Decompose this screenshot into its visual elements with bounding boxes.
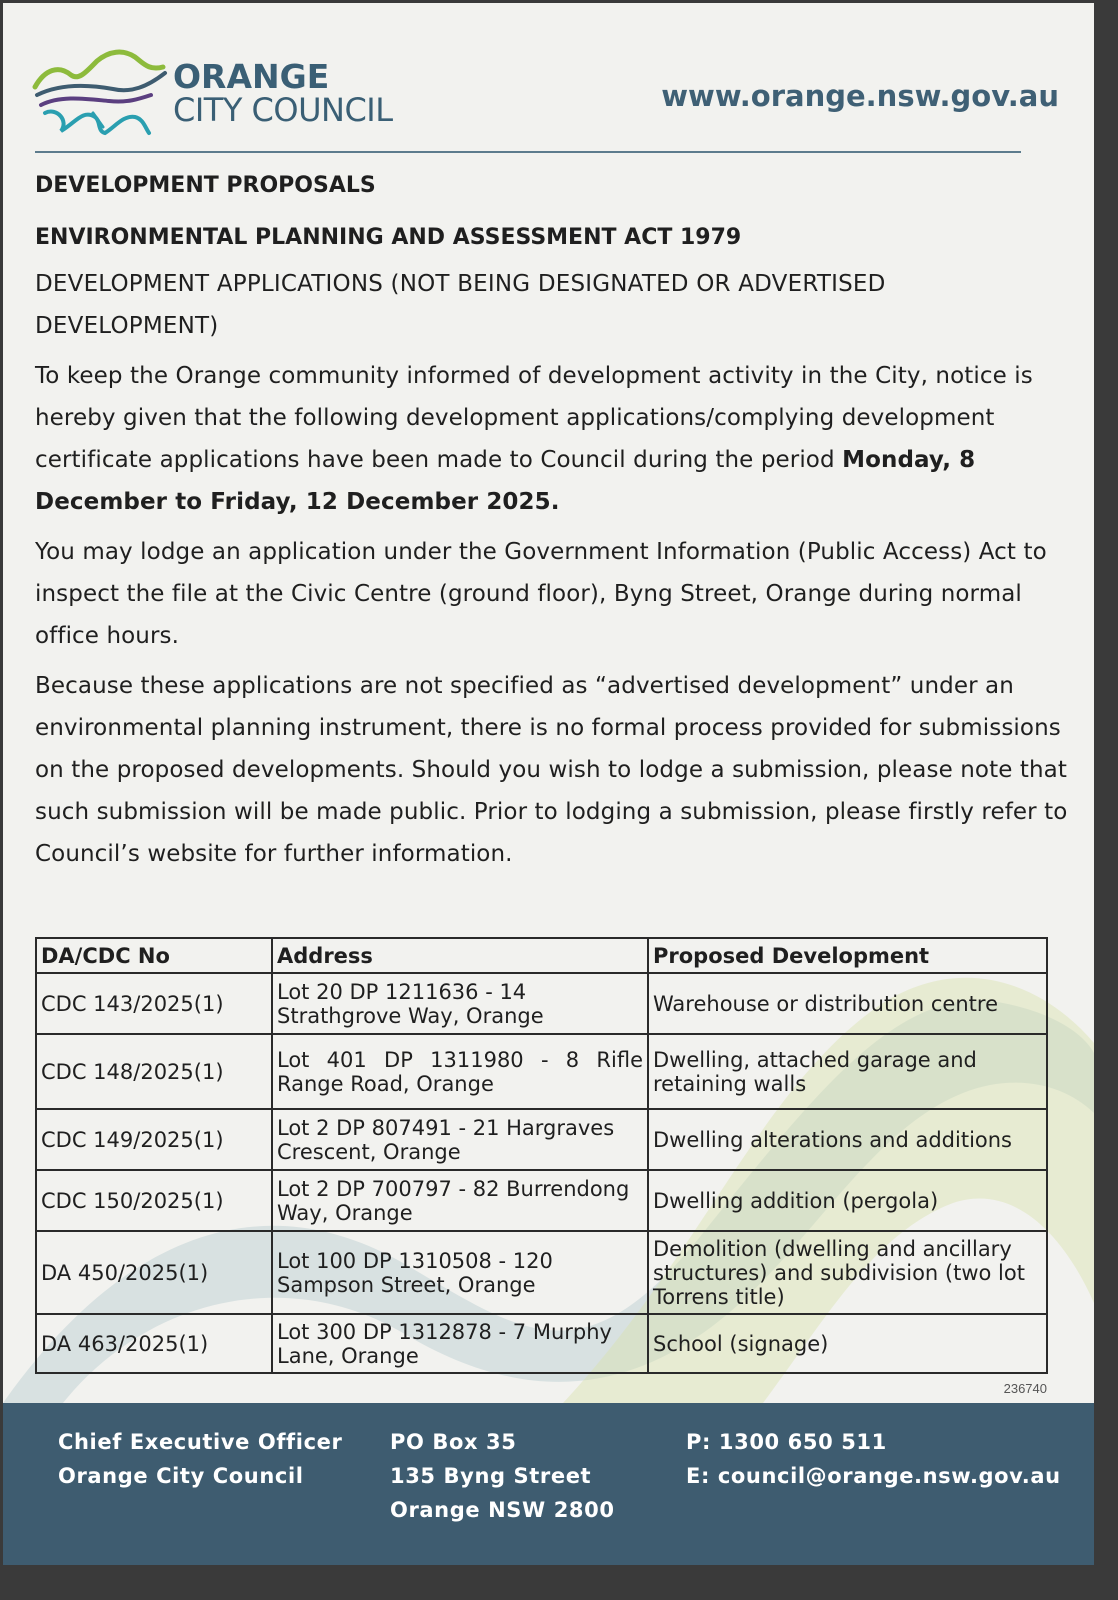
column-header-address: Address <box>272 938 648 973</box>
footer-postal-block <box>390 1425 615 1527</box>
cell-da-no: CDC 148/2025(1) <box>36 1034 272 1109</box>
cell-da-no: CDC 149/2025(1) <box>36 1109 272 1170</box>
cell-da-no: DA 450/2025(1) <box>36 1231 272 1314</box>
header-divider <box>35 151 1021 153</box>
cell-proposed-development: Demolition (dwelling and ancillary structures) and subdivision (two lot Torrens title) <box>648 1231 1047 1314</box>
cell-address: Lot 20 DP 1211636 - 14 Strathgrove Way, Orange <box>272 973 648 1034</box>
applications-table <box>35 937 1048 1374</box>
heading-act: ENVIRONMENTAL PLANNING AND ASSESSMENT ACT 1979 <box>35 225 742 250</box>
notice-body <box>35 171 1075 883</box>
logo-mark-icon <box>31 43 171 143</box>
cell-proposed-development: Dwelling addition (pergola) <box>648 1170 1047 1231</box>
notice-period: Monday, 8 December to Friday, 12 December 2025. <box>35 447 976 515</box>
table-header-row <box>36 938 1047 973</box>
footer-email[interactable]: E: council@orange.nsw.gov.au <box>686 1464 1061 1488</box>
cell-da-no: CDC 150/2025(1) <box>36 1170 272 1231</box>
paragraph-intro-text: To keep the Orange community informed of development activity in the City, notice is hereby given that the following development applications/complying development certificate applications have been made to Council during the period <box>35 363 1033 473</box>
cell-proposed-development: Dwelling alterations and additions <box>648 1109 1047 1170</box>
cell-address: Lot 100 DP 1310508 - 120 Sampson Street, Orange <box>272 1231 648 1314</box>
table-row <box>36 973 1047 1034</box>
column-header-da-no: DA/CDC No <box>36 938 272 973</box>
logo-text-city-council: CITY COUNCIL <box>173 91 393 129</box>
cell-address: Lot 2 DP 700797 - 82 Burrendong Way, Orange <box>272 1170 648 1231</box>
cell-proposed-development: Dwelling, attached garage and retaining walls <box>648 1034 1047 1109</box>
heading-development-proposals: DEVELOPMENT PROPOSALS <box>35 173 376 198</box>
table-row <box>36 1109 1047 1170</box>
footer-city: Orange NSW 2800 <box>390 1498 615 1522</box>
reference-number: 236740 <box>1003 1381 1047 1396</box>
paragraph-submissions: Because these applications are not specified as “advertised development” under an environmental planning instrument, there is no formal process provided for submissions on the proposed developments. Should you wish to lodge a submission, please note that such submission will be made public. Prior to lodging a submission, please firstly refer to Council’s website for further information. <box>35 673 1068 867</box>
cell-da-no: DA 463/2025(1) <box>36 1314 272 1373</box>
cell-address: Lot 300 DP 1312878 - 7 Murphy Lane, Orange <box>272 1314 648 1373</box>
council-logo <box>31 43 431 143</box>
table-row <box>36 1314 1047 1373</box>
cell-address: Lot 2 DP 807491 - 21 Hargraves Crescent, Orange <box>272 1109 648 1170</box>
footer-ceo-block <box>58 1425 342 1493</box>
table-row <box>36 1034 1047 1109</box>
footer-contact-bar <box>3 1403 1094 1565</box>
footer-contact-block <box>686 1425 1061 1493</box>
footer-street: 135 Byng Street <box>390 1464 592 1488</box>
logo-text-orange: ORANGE <box>173 57 330 96</box>
cell-proposed-development: School (signage) <box>648 1314 1047 1373</box>
notice-page <box>3 3 1094 1565</box>
footer-po-box: PO Box 35 <box>390 1430 517 1454</box>
cell-address: Lot 401 DP 1311980 - 8 Rifle Range Road, Orange <box>272 1034 648 1109</box>
subheading-applications: DEVELOPMENT APPLICATIONS (NOT BEING DESIGNATED OR ADVERTISED DEVELOPMENT) <box>35 271 886 339</box>
cell-da-no: CDC 143/2025(1) <box>36 973 272 1034</box>
website-link[interactable]: www.orange.nsw.gov.au <box>661 79 1059 113</box>
footer-ceo-title: Chief Executive Officer <box>58 1430 343 1454</box>
footer-council-name: Orange City Council <box>58 1464 304 1488</box>
cell-proposed-development: Warehouse or distribution centre <box>648 973 1047 1034</box>
footer-phone[interactable]: P: 1300 650 511 <box>686 1430 887 1454</box>
table-row <box>36 1231 1047 1314</box>
paragraph-intro <box>35 355 1075 523</box>
paragraph-gipa: You may lodge an application under the Government Information (Public Access) Act to inspect the file at the Civic Centre (ground floor), Byng Street, Orange during normal office hours. <box>35 539 1047 649</box>
table-row <box>36 1170 1047 1231</box>
column-header-proposed-development: Proposed Development <box>648 938 1047 973</box>
